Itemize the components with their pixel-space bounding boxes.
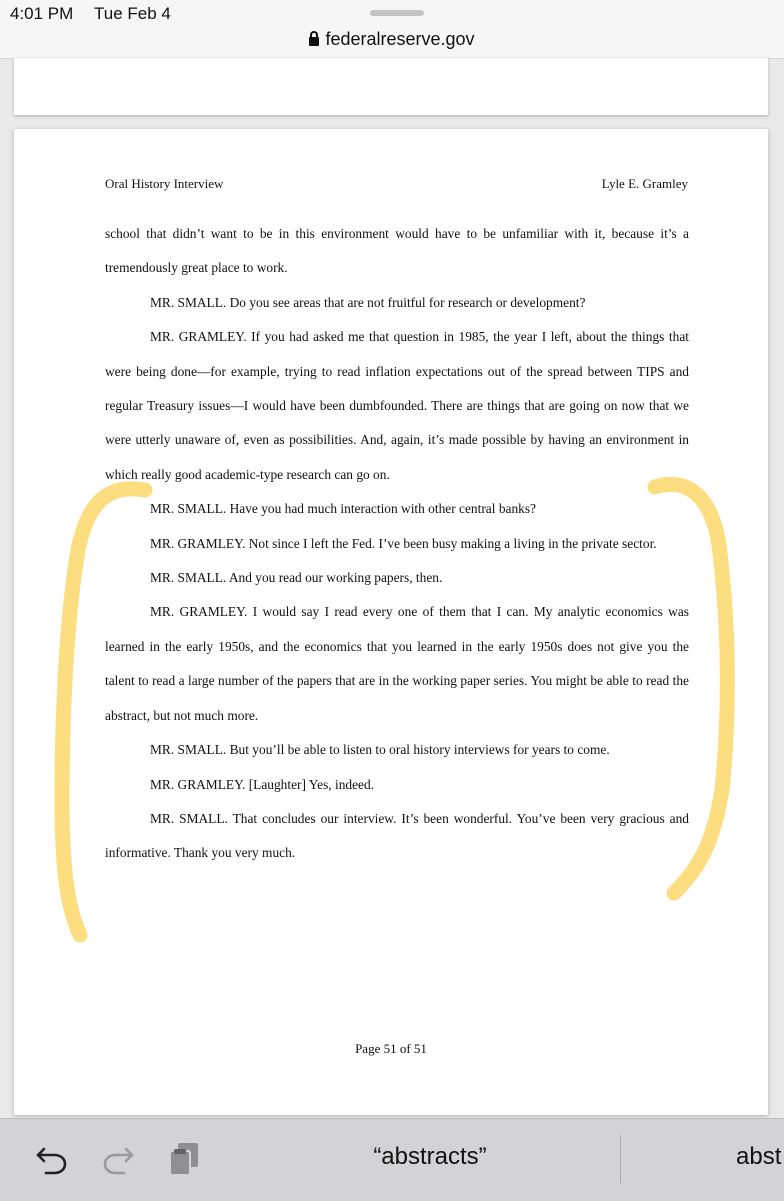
- paste-icon[interactable]: [166, 1141, 202, 1177]
- paragraph: MR. SMALL. And you read our working papers, then.: [150, 570, 443, 586]
- autocorrect-suggestion-partial[interactable]: abst: [736, 1143, 782, 1170]
- doc-header-title: Oral History Interview: [105, 176, 224, 191]
- suggestion-divider: [620, 1135, 621, 1183]
- doc-header-author: Lyle E. Gramley: [601, 176, 688, 191]
- status-bar: [0, 0, 784, 59]
- paragraph: MR. SMALL. Do you see areas that are not fruitful for research or development?: [150, 294, 586, 310]
- document-page: [14, 129, 768, 1115]
- paragraph: MR. SMALL. That concludes our interview. It’s been wonderful. You’ve been very gracious and informative. Thank you very much.: [105, 810, 689, 861]
- paragraph: MR. SMALL. Have you had much interaction with other central banks?: [150, 501, 537, 517]
- lock-icon: [309, 37, 319, 46]
- doc-body: [105, 217, 689, 871]
- paragraph: school that didn’t want to be in this environment would have to be unfamiliar with it, because it’s a tremendously great place to work.: [105, 226, 689, 276]
- paragraph: MR. GRAMLEY. If you had asked me that question in 1985, the year I left, about the things that were being done—for example, trying to read inflation expectations out of the spread between TIPS and regular Treasury issues—I would have been dumbfounded. There are things that are going on now that we were utterly unaware of, even as possibilities. And, again, it’s made possible by having an environment in which really good academic-type research can go on.: [105, 329, 689, 482]
- page-number: Page 51 of 51: [355, 1041, 427, 1056]
- status-date: Tue Feb 4: [94, 4, 171, 23]
- previous-page: [14, 58, 768, 115]
- paragraph: MR. SMALL. But you’ll be able to listen to oral history interviews for years to come.: [150, 742, 610, 758]
- paragraph: MR. GRAMLEY. Not since I left the Fed. I’ve been busy making a living in the private sector.: [150, 535, 657, 551]
- redo-icon[interactable]: [100, 1141, 136, 1177]
- status-time: 4:01 PM: [10, 4, 74, 23]
- autocorrect-suggestion[interactable]: “abstracts”: [373, 1143, 487, 1170]
- undo-icon[interactable]: [34, 1141, 70, 1177]
- address-bar[interactable]: [0, 29, 784, 50]
- paragraph: MR. GRAMLEY. [Laughter] Yes, indeed.: [150, 776, 375, 792]
- keyboard-shortcut-bar: [0, 1118, 784, 1201]
- multitasking-grabber[interactable]: [370, 10, 424, 16]
- url-text: federalreserve.gov: [325, 29, 475, 49]
- paragraph: MR. GRAMLEY. I would say I read every one of them that I can. My analytic economics was learned in the early 1950s, and the economics that you learned in the early 1950s does not give you the talent to read a large number of the papers that are in the working paper series. You might be able to read the abstract, but not much more.: [105, 604, 689, 723]
